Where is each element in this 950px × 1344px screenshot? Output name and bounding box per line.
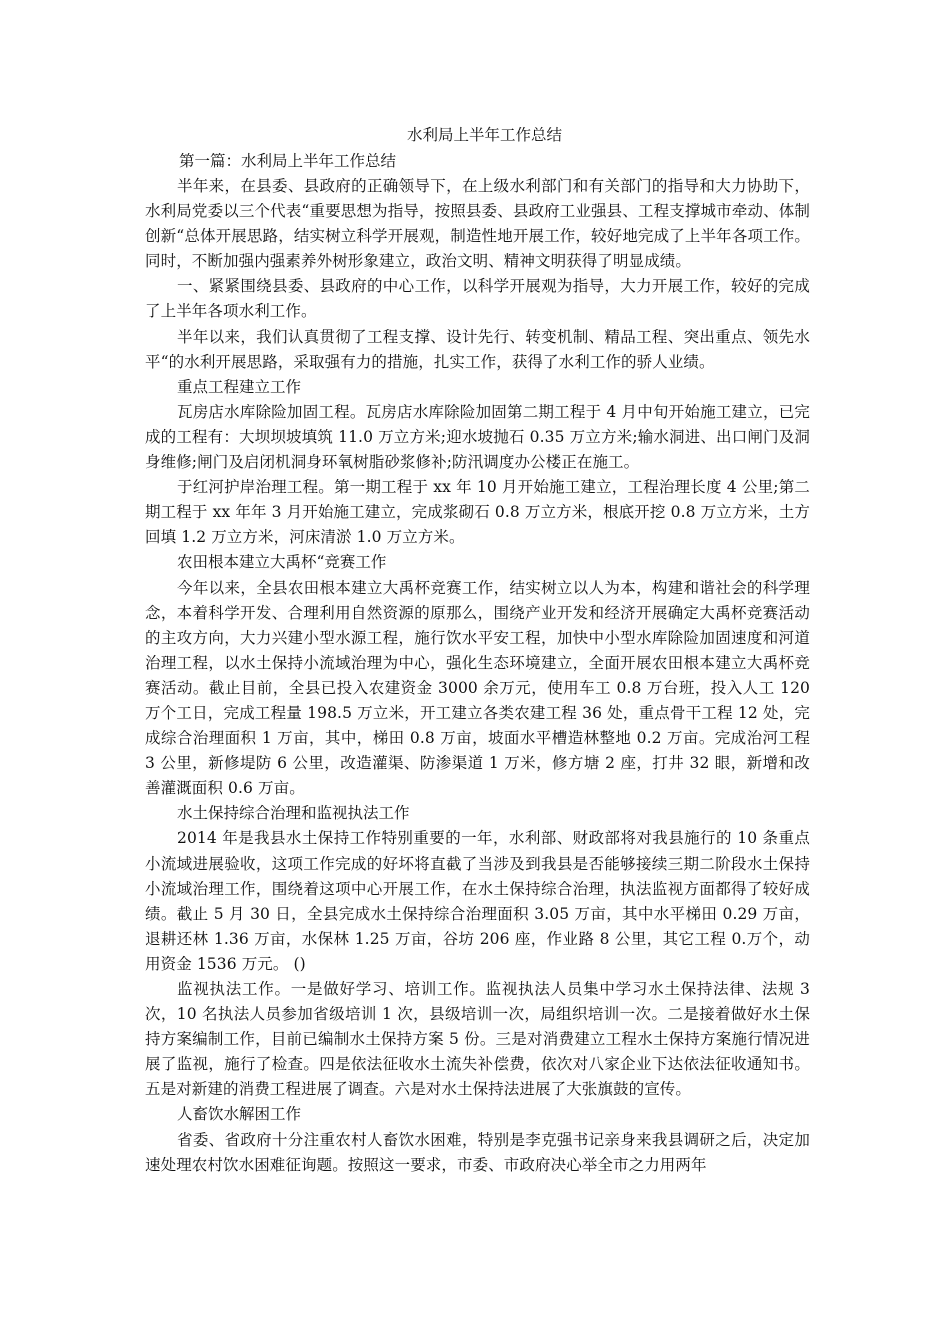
body-paragraph: 半年以来，我们认真贯彻了工程支撑、设计先行、转变机制、精品工程、突出重点、领先水平“的水利开展思路，采取强有力的措施，扎实工作，获得了水利工作的骄人业绩。 (145, 327, 810, 371)
document-body (145, 174, 810, 1178)
document-subtitle: 第一篇：水利局上半年工作总结 (179, 152, 397, 170)
body-paragraph: 于红河护岸治理工程。第一期工程于 xx 年 10 月开始施工建立，工程治理长度 4 公里;第二期工程于 xx 年年 3 月开始施工建立，完成浆砌石 0.8 万立方米，根底开挖 0.8 万立方米，土方回填 1.2 万立方米，河床清淤 1.0 万立方米。 (145, 478, 810, 547)
section-heading: 农田根本建立大禹杯“竞赛工作 (177, 553, 387, 572)
document-page (145, 122, 810, 1178)
body-paragraph: 今年以来，全县农田根本建立大禹杯竞赛工作，结实树立以人为本，构建和谐社会的科学理念，本着科学开发、合理利用自然资源的原那么，围绕产业开发和经济开展确定大禹杯竞赛活动的主攻方向，大力兴建小型水源工程，施行饮水平安工程，加快中小型水库除险加固速度和河道治理工程，以水土保持小流域治理为中心，强化生态环境建立，全面开展农田根本建立大禹杯竞赛活动。截止目前，全县已投入农建资金 3000 余万元，使用车工 0.8 万台班，投入人工 120 万个工日，完成工程量 198.5 万立米，开工建立各类农建工程 36 处，重点骨干工程 12 处，完成综合治理面积 1 万亩，其中，梯田 0.8 万亩，坡面水平槽造林整地 0.2 万亩。完成治河工程 3 公里，新修堤防 6 公里，改造灌渠、防渗渠道 1 万米，修方塘 2 座，打井 32 眼，新增和改善灌溉面积 0.6 万亩。 (145, 578, 810, 798)
section-heading: 重点工程建立工作 (177, 377, 302, 396)
section-heading: 水土保持综合治理和监视执法工作 (177, 804, 410, 823)
document-title: 水利局上半年工作总结 (406, 126, 562, 144)
body-paragraph: 省委、省政府十分注重农村人畜饮水困难，特别是李克强书记亲身来我县调研之后，决定加速处理农村饮水困难征询题。按照这一要求，市委、市政府决心举全市之力用两年 (145, 1130, 810, 1174)
body-paragraph: 瓦房店水库除险加固工程。瓦房店水库除险加固第二期工程于 4 月中旬开始施工建立，已完成的工程有：大坝坝坡填筑 11.0 万立方米;迎水坡抛石 0.35 万立方米;输水洞进、出口闸门及洞身维修;闸门及启闭机洞身环氧树脂砂浆修补;防汛调度办公楼正在施工。 (145, 402, 810, 472)
body-paragraph: 监视执法工作。一是做好学习、培训工作。监视执法人员集中学习水土保持法律、法规 3 次，10 名执法人员参加省级培训 1 次，县级培训一次，局组织培训一次。二是接着做好水土保持方案编制工作，目前已编制水土保持方案 5 份。三是对消费建立工程水土保持方案施行情况进展了监视，施行了检查。四是依法征收水土流失补偿费，依次对八家企业下达依法征收通知书。五是对新建的消费工程进展了调查。六是对水土保持法进展了大张旗鼓的宣传。 (145, 980, 810, 1099)
body-paragraph: 一、紧紧围绕县委、县政府的中心工作，以科学开展观为指导，大力开展工作，较好的完成了上半年各项水利工作。 (145, 277, 810, 321)
section-heading: 人畜饮水解困工作 (177, 1105, 302, 1124)
body-paragraph: 半年来，在县委、县政府的正确领导下，在上级水利部门和有关部门的指导和大力协助下，水利局党委以三个代表“重要思想为指导，按照县委、县政府工业强县、工程支撑城市牵动、体制创新“总体开展思路，结实树立科学开展观，制造性地开展工作，较好地完成了上半年各项工作。同时，不断加强内强素养外树形象建立，政治文明、精神文明获得了明显成绩。 (145, 177, 810, 271)
body-paragraph: 2014 年是我县水土保持工作特别重要的一年，水利部、财政部将对我县施行的 10 条重点小流域进展验收，这项工作完成的好坏将直截了当涉及到我县是否能够接续三期二阶段水土保持小流域治理工作，围绕着这项中心开展工作，在水土保持综合治理，执法监视方面都得了较好成绩。截止 5 月 30 日，全县完成水土保持综合治理面积 3.05 万亩，其中水平梯田 0.29 万亩，退耕还林 1.36 万亩，水保林 1.25 万亩，谷坊 206 座，作业路 8 公里，其它工程 0.万个，动用资金 1536 万元。 () (145, 829, 810, 973)
